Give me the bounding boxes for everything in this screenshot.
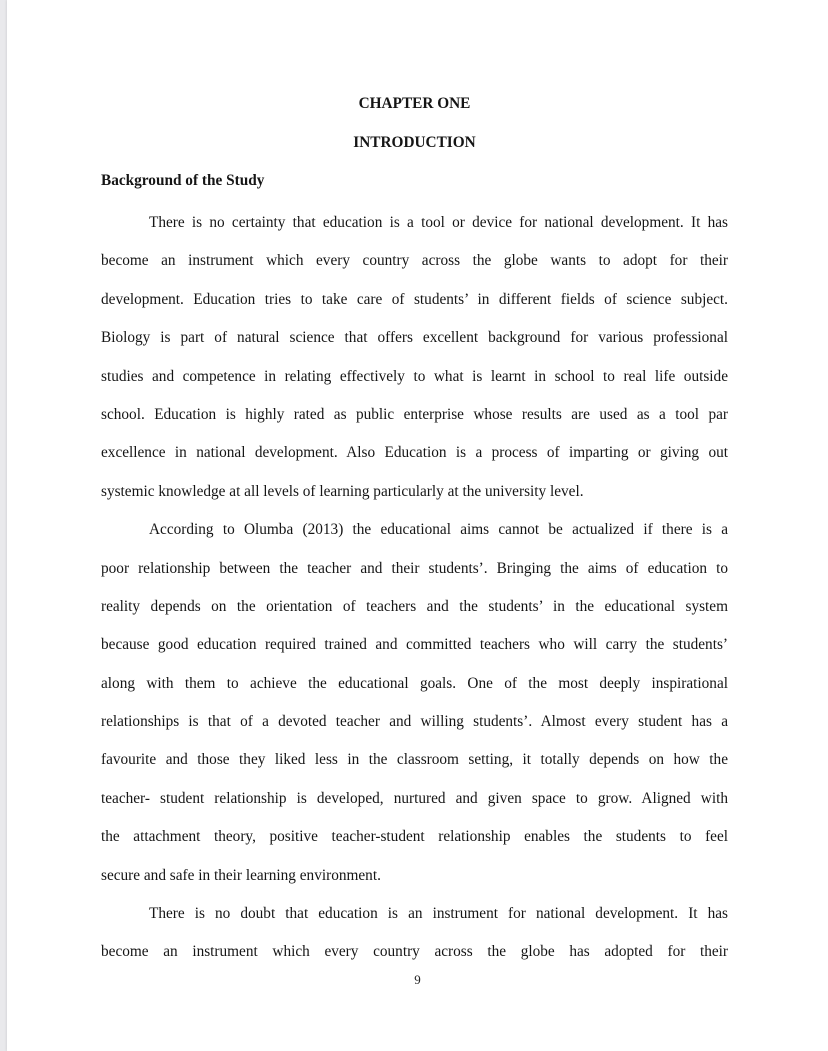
paragraph-line: secure and safe in their learning environment. <box>101 866 381 884</box>
chapter-label: CHAPTER ONE <box>358 95 471 112</box>
paragraph-line: According to Olumba (2013) the educational aims cannot be actualized if there is a <box>149 521 728 539</box>
chapter-title: INTRODUCTION <box>353 134 476 151</box>
paragraph-3 <box>101 895 728 972</box>
paragraph-2 <box>101 511 728 895</box>
paragraph-line: school. Education is highly rated as public enterprise whose results are used as a tool par <box>101 405 728 423</box>
page-number: 9 <box>414 972 421 987</box>
document-page <box>7 0 828 1051</box>
paragraph-line: reality depends on the orientation of teachers and the students’ in the educational system <box>101 597 728 615</box>
paragraph-line: There is no certainty that education is a tool or device for national development. It has <box>149 214 728 231</box>
paragraph-1 <box>101 204 728 511</box>
paragraph-line: studies and competence in relating effectively to what is learnt in school to real life outside <box>101 367 728 385</box>
paragraph-line: There is no doubt that education is an instrument for national development. It has <box>149 905 728 923</box>
paragraph-line: favourite and those they liked less in the classroom setting, it totally depends on how the <box>101 751 728 769</box>
paragraph-line: systemic knowledge at all levels of learning particularly at the university level. <box>101 482 584 500</box>
paragraph-line: Biology is part of natural science that offers excellent background for various professional <box>101 329 728 347</box>
paragraph-line: because good education required trained and committed teachers who will carry the students’ <box>101 636 728 654</box>
page-content <box>101 91 728 972</box>
paragraph-line: along with them to achieve the educational goals. One of the most deeply inspirational <box>101 674 728 692</box>
paragraph-line: excellence in national development. Also Education is a process of imparting or giving out <box>101 444 728 462</box>
section-heading: Background of the Study <box>101 172 265 189</box>
paragraph-line: relationships is that of a devoted teacher and willing students’. Almost every student has a <box>101 713 728 731</box>
paragraph-line: development. Education tries to take care of students’ in different fields of science subject. <box>101 290 728 308</box>
paragraph-line: the attachment theory, positive teacher-student relationship enables the students to feel <box>101 828 728 846</box>
paragraph-line: become an instrument which every country across the globe has adopted for their <box>101 943 728 961</box>
paragraph-line: become an instrument which every country across the globe wants to adopt for their <box>101 252 728 270</box>
paragraph-line: poor relationship between the teacher and their students’. Bringing the aims of education to <box>101 559 728 577</box>
paragraph-line: teacher- student relationship is developed, nurtured and given space to grow. Aligned with <box>101 789 728 807</box>
